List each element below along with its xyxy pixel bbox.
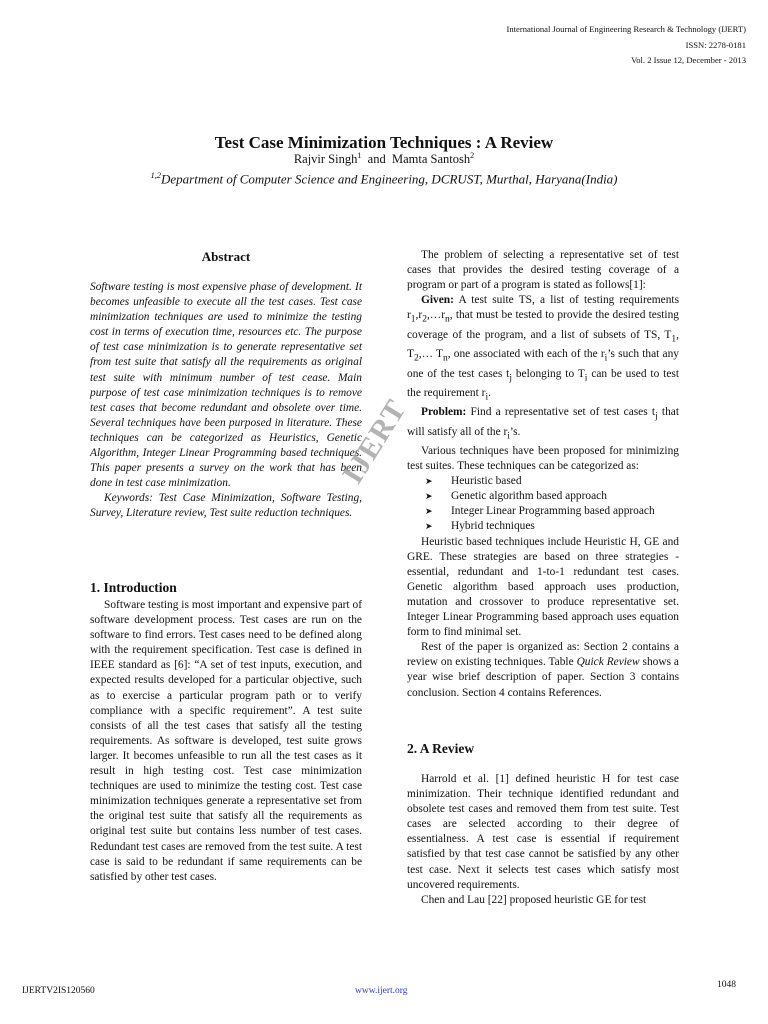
journal-header [506, 22, 746, 69]
issn: ISSN: 2278-0181 [685, 39, 746, 50]
arrow-bullet-icon: ➤ [425, 521, 433, 532]
review-heading: 2. A Review [407, 741, 475, 756]
right-column [407, 248, 679, 701]
watermark: IJERT [336, 393, 413, 490]
paper-title: Test Case Minimization Techniques : A Review [214, 133, 554, 152]
author-1: Rajvir Singh [293, 152, 358, 167]
techniques-intro: Various techniques have been proposed for minimizing test suites. These techniques can be categorized as: [407, 445, 679, 473]
review-body [407, 772, 679, 908]
website-link[interactable]: www.ijert.org [355, 986, 408, 996]
author-and: and [361, 152, 392, 167]
affiliation-sup: 1,2 [150, 170, 162, 180]
paper-id: IJERTV2IS120560 [22, 986, 95, 996]
problem-statement: The problem of selecting a representative set of test cases that provides the desired testing coverage of a program or part of a program is stated as follows[1]: [407, 249, 679, 292]
review-paragraph-1: Harrold et al. [1] defined heuristic H for test case minimization. Their technique identified redundant and obsolete test cases and removed them from test suite. Test cases are selected according to their degree of essentialness. A test case is essential if requirement satisfied by that test case cannot be satisfied by any other test case. Next it selects test cases which satisfy most uncovered requirements. [407, 773, 679, 891]
technique-list [407, 474, 679, 534]
author-2-sup: 2 [470, 151, 475, 160]
arrow-bullet-icon: ➤ [425, 491, 433, 502]
arrow-bullet-icon: ➤ [425, 506, 433, 517]
given-label: Given: [421, 294, 454, 307]
keywords: Keywords: Test Case Minimization, Software Testing, Survey, Literature review, Test suite reduction techniques. [90, 492, 362, 520]
intro-paragraph: Software testing is most important and expensive part of software development process. Test cases are run on the software to find errors. Test cases need to be defined along with the requirement specification. Test case is defined in IEEE standard as [6]: “A set of test inputs, execution, and expected results developed for a particular objective, such as to exercise a particular program path or to verify compliance with a specific requirement”. A test suite consists of all the test cases that satisfy all the testing requirements. As software is developed, test suite grows larger. It becomes unfeasible to run all the test cases as it result in high testing cost. Test case minimization techniques are used to minimize the testing cost. Test case minimization techniques generate a representative set from the original test suite that satisfy all the requirements as original test suite but contains less number of test cases. Redundant test cases are removed from the test suite. A test case is said to be redundant if same requirements can be satisfied by other test cases. [90, 599, 362, 883]
abstract-text: Software testing is most expensive phase of development. It becomes unfeasible to execute all the test cases. Test case minimization techniques are used to minimize the testing cost in terms of execution time, resources etc. The purpose of test case minimization is to generate representative set from test suite that satisfy all the requirements as original test suite with minimum number of test cease. Main purpose of test case minimization techniques is to remove test cases that become redundant and obsolete over time. Several techniques have been purposed in literature. These techniques can be categorized as Heuristics, Genetic Algorithm, Integer Linear Programming based techniques. This paper presents a survey on the work that has been done in test case minimization. [90, 281, 362, 490]
list-item: ➤ Heuristic based [425, 474, 679, 489]
list-item: ➤ Hybrid techniques [425, 519, 679, 534]
organization-paragraph: Rest of the paper is organized as: Section 2 contains a review on existing techniques. Table Quick Review shows a year wise brief description of paper. Section 3 contains conclusion. Section 4 contains References. [407, 641, 679, 699]
affiliation [0, 170, 768, 187]
abstract-heading: Abstract [201, 249, 251, 264]
heuristic-paragraph: Heuristic based techniques include Heuristic H, GE and GRE. These strategies are based on three strategies - essential, redundant and 1-to-1 redundant test cases. Genetic algorithm based approach uses production, mutation and crossover to produce representative set. Integer Linear Programming based approach uses equation form to find minimal set. [407, 535, 679, 639]
abstract-body [90, 280, 362, 522]
arrow-bullet-icon: ➤ [425, 476, 433, 487]
page-number: 1048 [717, 980, 736, 990]
problem-label: Problem: [421, 406, 467, 419]
problem-paragraph: Problem: Find a representative set of test cases $t_j$ that will satisfy all of the $r_i’s$. [407, 406, 679, 441]
list-item: ➤ Genetic algorithm based approach [425, 489, 679, 504]
intro-heading: 1. Introduction [90, 580, 177, 595]
affiliation-text: Department of Computer Science and Engineering, DCRUST, Murthal, Haryana(India) [161, 171, 618, 187]
review-paragraph-2: Chen and Lau [22] proposed heuristic GE for test [421, 893, 647, 906]
author-2: Mamta Santosh [391, 152, 471, 167]
authors [0, 151, 768, 167]
author-1-sup: 1 [357, 151, 362, 160]
journal-name: International Journal of Engineering Research & Technology (IJERT) [506, 24, 746, 34]
given-paragraph: Given: A test suite TS, a list of testing requirements $r_1,r_2,\dots r_n$, that must be tested to provide the desired testing coverage of the program, and a list of subsets of TS, $T_1$, $T_2,\dots$ $T_n$, one associated with each of the $r_i’s$ such that any one of the test cases $t_j$ belonging to $T_i$ can be used to test the requirement $r_i$. [407, 294, 679, 403]
list-item: ➤ Integer Linear Programming based approach [425, 504, 679, 519]
intro-body [90, 598, 362, 885]
volume-issue: Vol. 2 Issue 12, December - 2013 [631, 55, 746, 65]
